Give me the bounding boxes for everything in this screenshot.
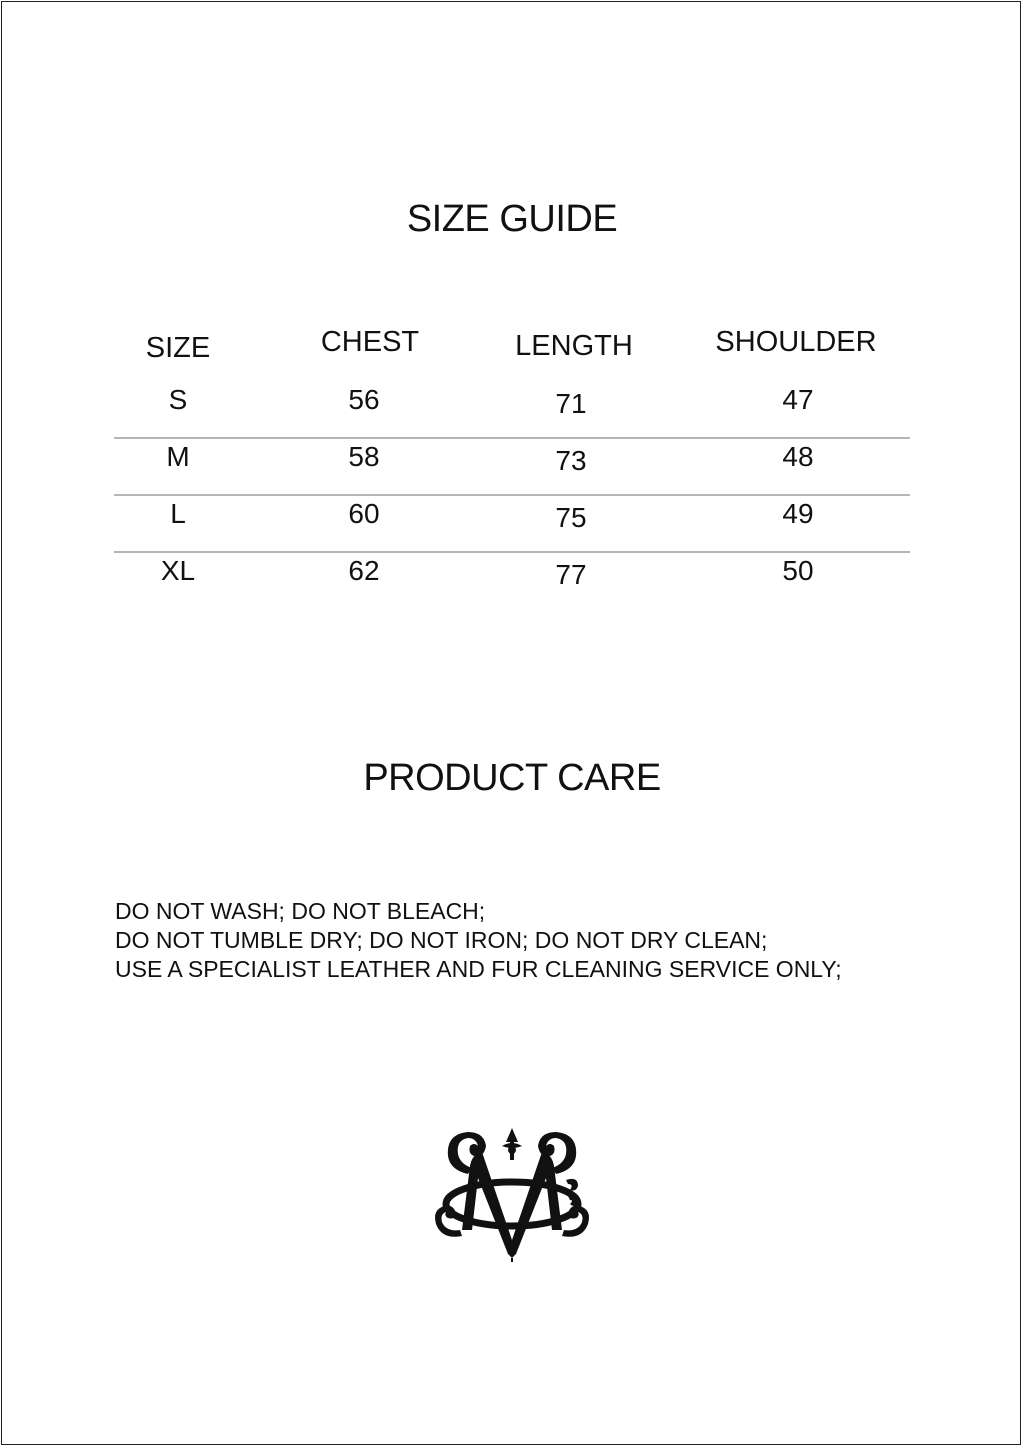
size-guide-title: SIZE GUIDE xyxy=(406,198,618,240)
shoulder-cell: 49 xyxy=(782,498,814,529)
care-instructions xyxy=(115,897,842,984)
column-header-chest: CHEST xyxy=(320,326,420,358)
care-line: USE A SPECIALIST LEATHER AND FUR CLEANING SERVICE ONLY; xyxy=(115,956,842,982)
length-cell: 75 xyxy=(555,502,587,533)
table-row xyxy=(114,382,910,439)
size-table-header xyxy=(114,320,910,382)
shoulder-cell: 50 xyxy=(782,555,814,586)
chest-cell: 58 xyxy=(348,441,380,472)
length-cell: 71 xyxy=(555,388,587,419)
shoulder-cell: 48 xyxy=(782,441,814,472)
size-cell: S xyxy=(168,384,188,415)
size-cell: L xyxy=(170,498,186,529)
length-cell: 73 xyxy=(555,445,587,476)
size-table xyxy=(114,320,910,610)
shoulder-cell: 47 xyxy=(782,384,814,415)
monogram-logo-icon xyxy=(428,1120,596,1262)
care-line: DO NOT WASH; DO NOT BLEACH; xyxy=(115,898,486,924)
care-line: DO NOT TUMBLE DRY; DO NOT IRON; DO NOT DRY CLEAN; xyxy=(115,927,768,953)
chest-cell: 62 xyxy=(348,555,380,586)
column-header-shoulder: SHOULDER xyxy=(715,326,877,358)
column-header-size: SIZE xyxy=(145,332,211,364)
table-row xyxy=(114,439,910,496)
length-cell: 77 xyxy=(555,559,587,590)
column-header-length: LENGTH xyxy=(515,330,633,362)
chest-cell: 56 xyxy=(348,384,380,415)
size-cell: M xyxy=(166,441,190,472)
product-care-title: PRODUCT CARE xyxy=(363,757,661,799)
chest-cell: 60 xyxy=(348,498,380,529)
table-row xyxy=(114,553,910,610)
size-cell: XL xyxy=(160,555,196,586)
table-row xyxy=(114,496,910,553)
